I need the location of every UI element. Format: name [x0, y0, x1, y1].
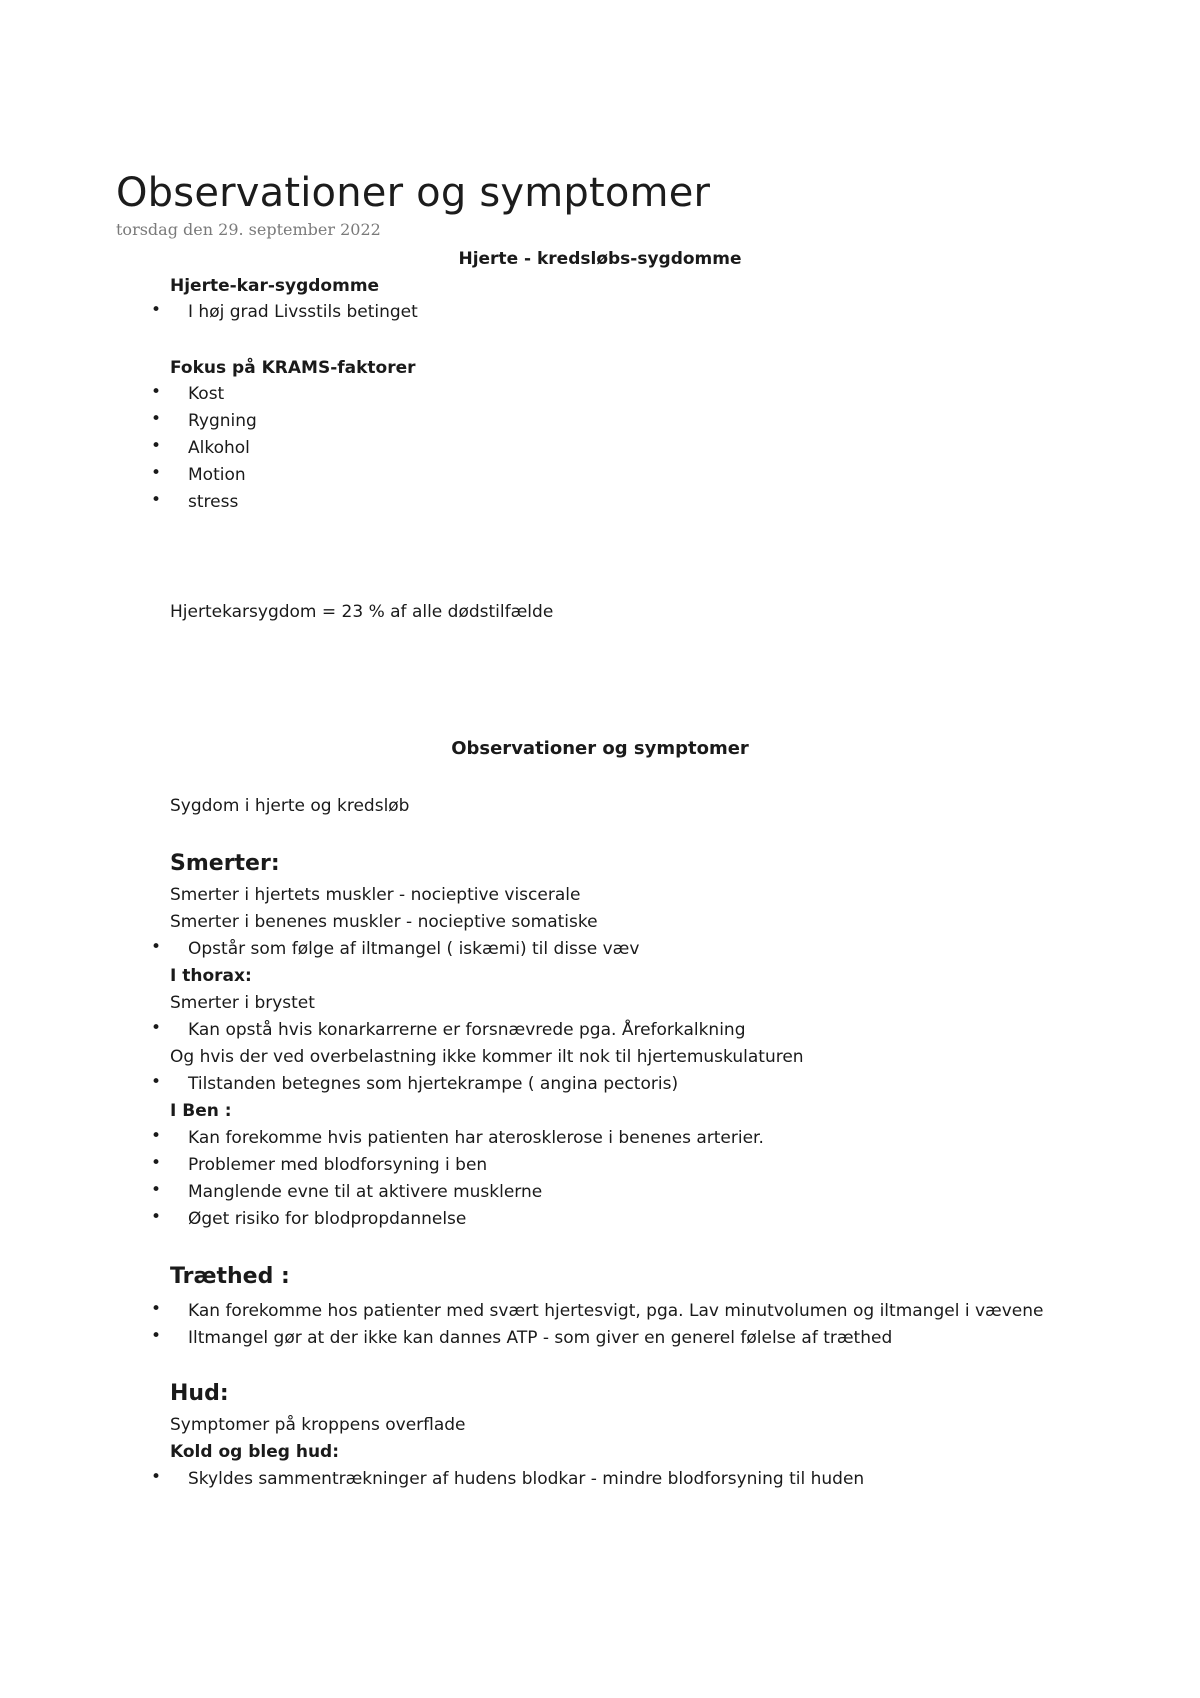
list-item: Kan forekomme hos patienter med svært hjertesvigt, pga. Lav minutvolumen og iltmangel i vævene: [188, 1301, 1044, 1321]
bullet-icon: •: [151, 409, 162, 429]
list-item: Kan opstå hvis konarkarrerne er forsnævrede pga. Åreforkalkning: [188, 1020, 746, 1040]
bullet-icon: •: [151, 490, 162, 510]
list-item: Rygning: [188, 411, 257, 431]
text-line: Smerter i hjertets muskler - nocieptive viscerale: [170, 885, 581, 905]
bullet-icon: •: [151, 937, 162, 957]
list-item: Opstår som følge af iltmangel ( iskæmi) til disse væv: [188, 939, 640, 959]
heading-smerter: Smerter:: [170, 851, 280, 876]
statistic-line: Hjertekarsygdom = 23 % af alle dødstilfælde: [170, 602, 554, 622]
section-heading-observations: Observationer og symptomer: [451, 738, 749, 759]
subheading-thorax: I thorax:: [170, 966, 252, 986]
subheading-cardio-disease: Hjerte-kar-sygdomme: [170, 276, 380, 296]
heading-hud: Hud:: [170, 1381, 229, 1406]
text-line: Symptomer på kroppens overflade: [170, 1415, 466, 1435]
list-item: Skyldes sammentrækninger af hudens blodkar - mindre blodforsyning til huden: [188, 1469, 865, 1489]
bullet-icon: •: [151, 1018, 162, 1038]
bullet-icon: •: [151, 1207, 162, 1227]
page-date: torsdag den 29. september 2022: [116, 220, 381, 239]
bullet-icon: •: [151, 1072, 162, 1092]
page-title: Observationer og symptomer: [116, 170, 711, 216]
list-item: Tilstanden betegnes som hjertekrampe ( angina pectoris): [188, 1074, 679, 1094]
section-intro: Sygdom i hjerte og kredsløb: [170, 796, 410, 816]
bullet-icon: •: [151, 1467, 162, 1487]
bullet-icon: •: [151, 1326, 162, 1346]
bullet-icon: •: [151, 436, 162, 456]
text-line: Og hvis der ved overbelastning ikke kommer ilt nok til hjertemuskulaturen: [170, 1047, 804, 1067]
bullet-icon: •: [151, 1180, 162, 1200]
bullet-icon: •: [151, 382, 162, 402]
section-heading-cardio: Hjerte - kredsløbs-sygdomme: [458, 249, 742, 269]
bullet-icon: •: [151, 1299, 162, 1319]
bullet-icon: •: [151, 1153, 162, 1173]
bullet-icon: •: [151, 1126, 162, 1146]
list-item: Kost: [188, 384, 225, 404]
heading-traethed: Træthed :: [170, 1264, 290, 1289]
list-item: I høj grad Livsstils betinget: [188, 302, 418, 322]
list-item: Iltmangel gør at der ikke kan dannes ATP - som giver en generel følelse af træthed: [188, 1328, 893, 1348]
list-item: stress: [188, 492, 239, 512]
list-item: Motion: [188, 465, 246, 485]
krams-heading: Fokus på KRAMS-faktorer: [170, 358, 416, 378]
list-item: Manglende evne til at aktivere musklerne: [188, 1182, 543, 1202]
list-item: Problemer med blodforsyning i ben: [188, 1155, 488, 1175]
bullet-icon: •: [151, 300, 162, 320]
bullet-icon: •: [151, 463, 162, 483]
text-line: Smerter i brystet: [170, 993, 315, 1013]
subheading-kold-bleg-hud: Kold og bleg hud:: [170, 1442, 340, 1462]
list-item: Alkohol: [188, 438, 250, 458]
list-item: Kan forekomme hvis patienten har aterosklerose i benenes arterier.: [188, 1128, 764, 1148]
text-line: Smerter i benenes muskler - nocieptive somatiske: [170, 912, 598, 932]
list-item: Øget risiko for blodpropdannelse: [188, 1209, 467, 1229]
subheading-ben: I Ben :: [170, 1101, 232, 1121]
